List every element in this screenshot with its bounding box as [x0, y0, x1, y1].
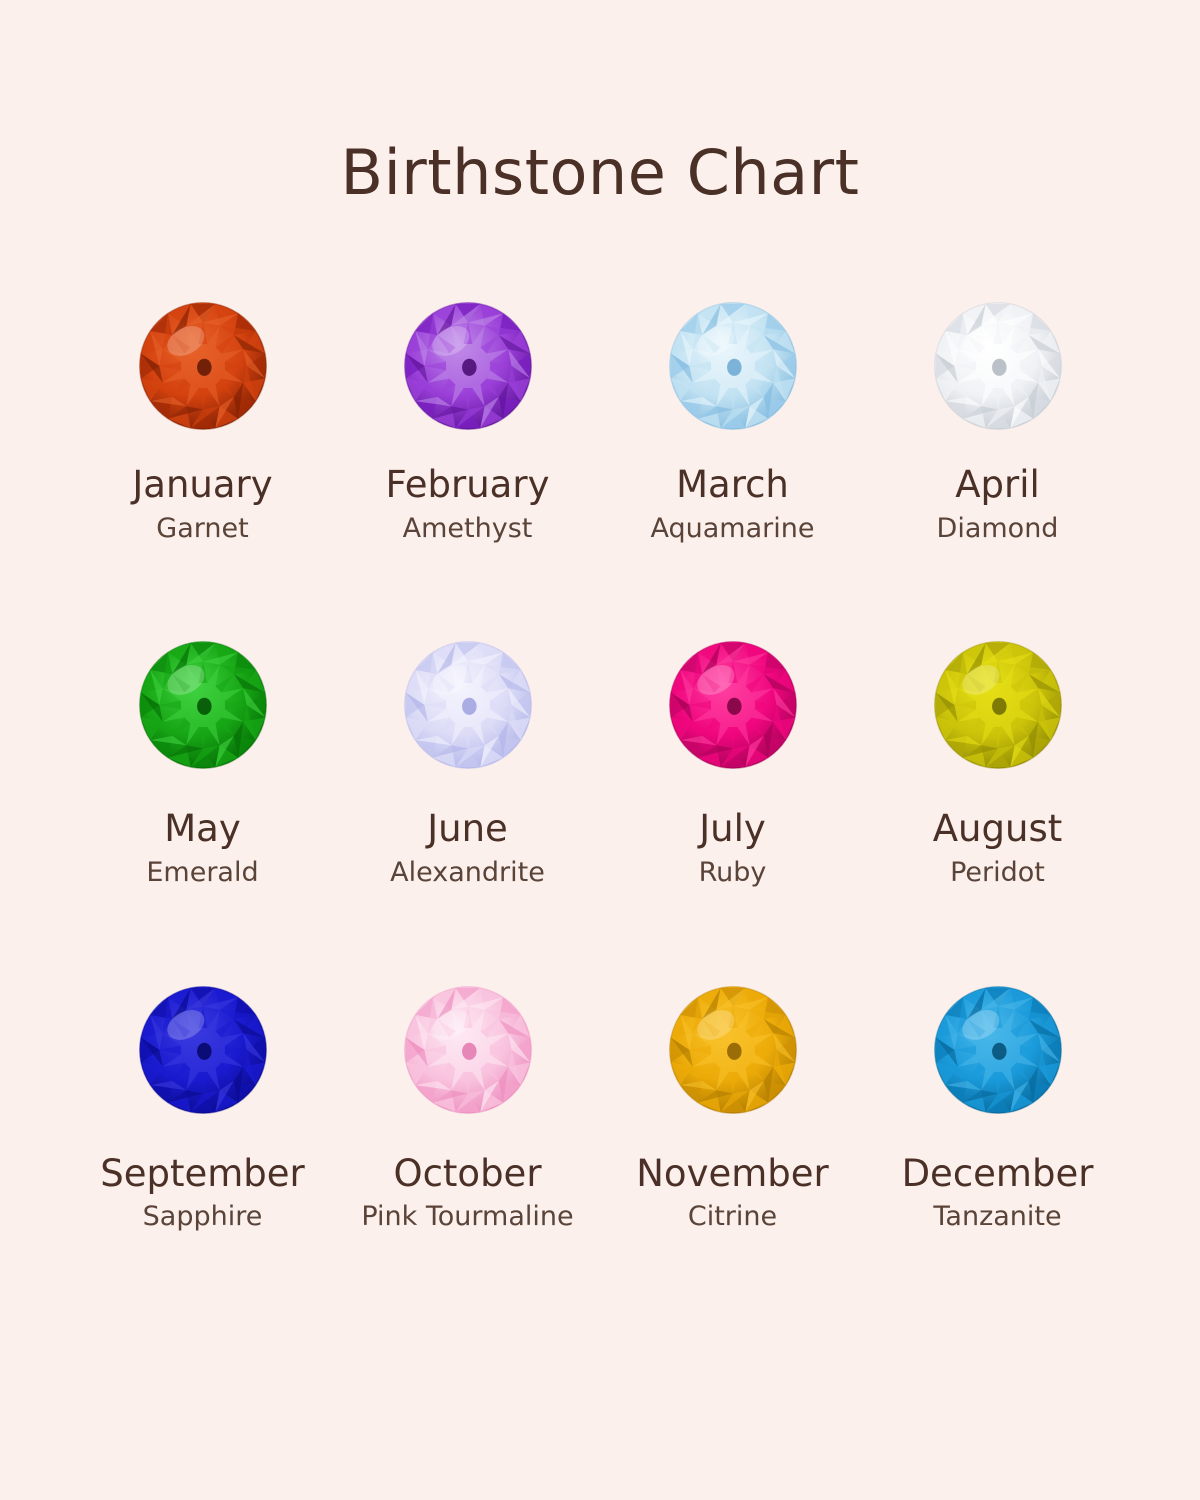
month-label: October	[393, 1151, 542, 1195]
gem-icon	[335, 271, 600, 461]
birthstone-cell	[600, 950, 865, 1232]
birthstone-cell	[600, 271, 865, 543]
gem-icon	[865, 950, 1130, 1150]
month-label: July	[699, 807, 766, 851]
stone-label: Citrine	[687, 1201, 778, 1233]
month-label: December	[901, 1151, 1094, 1195]
birthstone-cell	[335, 605, 600, 887]
birthstone-cell	[600, 605, 865, 887]
month-label: September	[100, 1151, 305, 1195]
month-label: June	[427, 807, 508, 851]
birthstone-cell	[70, 605, 335, 887]
gem-icon	[70, 605, 335, 805]
gem-icon	[335, 605, 600, 805]
gem-icon	[70, 950, 335, 1150]
stone-label: Alexandrite	[390, 857, 545, 889]
gem-icon	[600, 950, 865, 1150]
birthstone-cell	[335, 271, 600, 543]
birthstone-cell	[865, 271, 1130, 543]
month-label: November	[636, 1151, 829, 1195]
gem-icon	[335, 950, 600, 1150]
gem-icon	[865, 605, 1130, 805]
birthstone-cell	[70, 271, 335, 543]
gem-icon	[600, 605, 865, 805]
page-title: Birthstone Chart	[340, 136, 860, 209]
gem-icon	[600, 271, 865, 461]
month-label: May	[164, 807, 241, 851]
stone-label: Aquamarine	[650, 512, 815, 544]
stone-label: Pink Tourmaline	[361, 1201, 574, 1233]
birthstone-cell	[865, 605, 1130, 887]
stone-label: Peridot	[950, 857, 1045, 889]
stone-label: Tanzanite	[933, 1201, 1062, 1233]
birthstone-cell	[335, 950, 600, 1232]
month-label: August	[932, 807, 1063, 851]
stone-label: Diamond	[936, 512, 1059, 544]
birthstone-cell	[865, 950, 1130, 1232]
gem-icon	[70, 271, 335, 461]
birthstone-cell	[70, 950, 335, 1232]
month-label: January	[132, 463, 273, 506]
month-label: April	[955, 463, 1040, 506]
month-label: March	[676, 463, 789, 506]
stone-label: Emerald	[146, 857, 259, 889]
stone-label: Garnet	[156, 512, 249, 544]
stone-label: Ruby	[698, 857, 767, 889]
birthstone-grid	[70, 209, 1130, 1232]
gem-icon	[865, 271, 1130, 461]
month-label: February	[385, 463, 550, 506]
stone-label: Amethyst	[402, 512, 533, 544]
stone-label: Sapphire	[142, 1201, 263, 1233]
